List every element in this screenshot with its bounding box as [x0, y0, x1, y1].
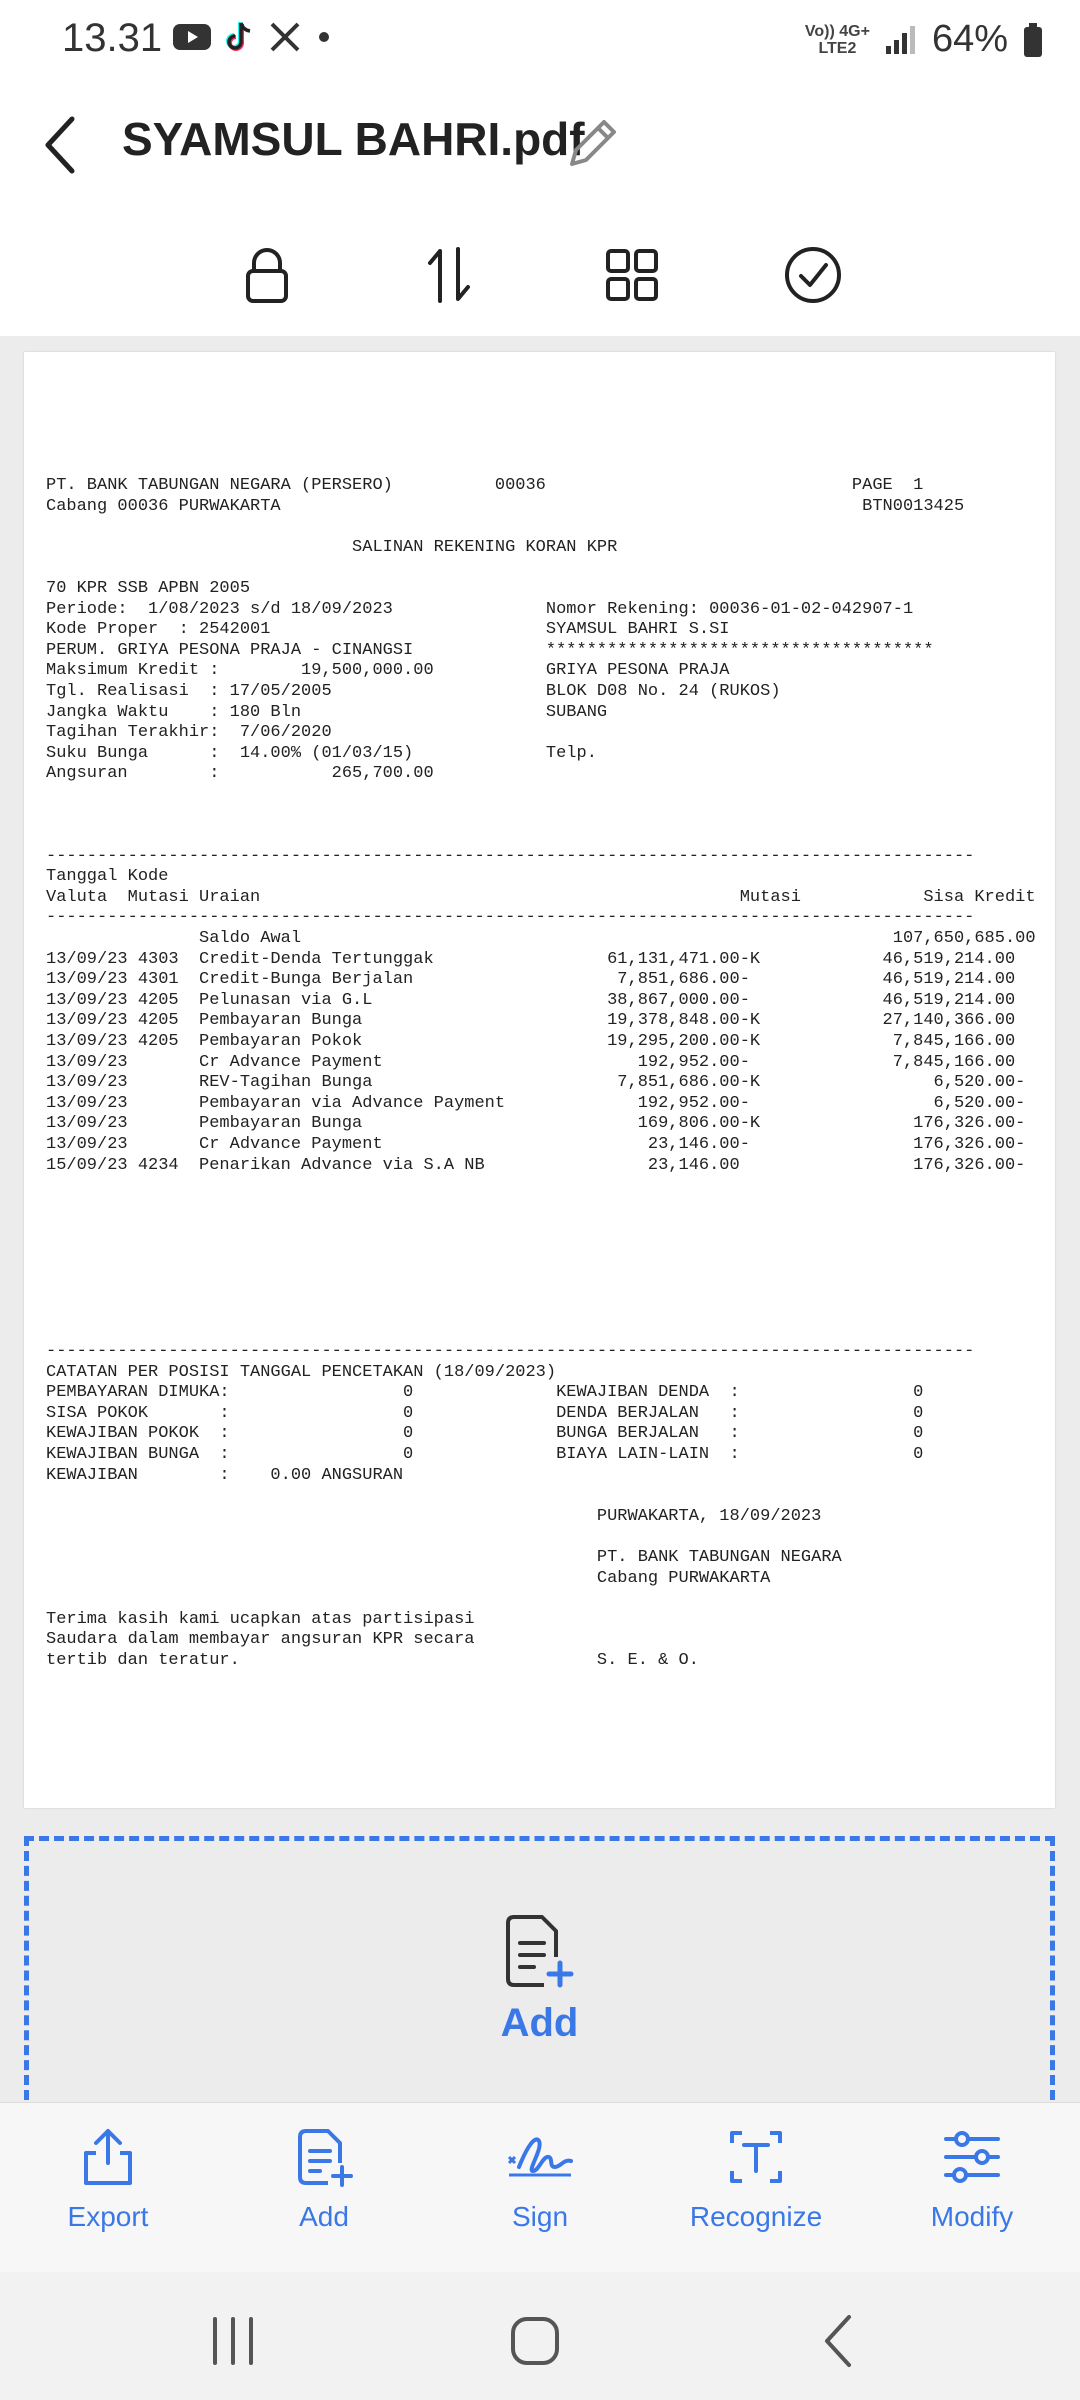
- statement-line: -------------------------------------------------------------------------------------------: [46, 1342, 975, 1361]
- statement-line: Saldo Awal 107,650,685.00: [46, 929, 1036, 949]
- x-twitter-icon: [268, 20, 302, 54]
- statement-line: Jangka Waktu : 180 Bln SUBANG: [46, 702, 608, 722]
- statement-line: [46, 826, 1036, 847]
- statement-line: [46, 785, 1036, 806]
- statement-line: Maksimum Kredit : 19,500,000.00 GRIYA PESONA PRAJA: [46, 661, 730, 681]
- statement-line: KEWAJIBAN BUNGA : 0 BIAYA LAIN-LAIN : 0: [46, 1444, 924, 1464]
- system-status-icons: [805, 18, 1044, 61]
- reorder-pages-button[interactable]: [404, 230, 494, 320]
- document-toolbar: [0, 230, 1080, 320]
- statement-line: 13/09/23 REV-Tagihan Bunga 7,851,686.00-K 6,520.00-: [46, 1073, 1026, 1093]
- nav-back-button[interactable]: [794, 2296, 884, 2386]
- statement-line: 13/09/23 4303 Credit-Denda Tertunggak 61,131,471.00-K 46,519,214.00: [46, 949, 1016, 969]
- back-button[interactable]: [30, 110, 90, 180]
- export-button[interactable]: [18, 2127, 198, 2233]
- statement-line: Tgl. Realisasi : 17/05/2005 BLOK D08 No. 24 (RUKOS): [46, 681, 781, 701]
- statement-line: 15/09/23 4234 Penarikan Advance via S.A NB 23,146.00 176,326.00-: [46, 1155, 1026, 1175]
- lock-button[interactable]: [222, 230, 312, 320]
- add-label: Add: [299, 2201, 349, 2232]
- recognize-text-icon: [726, 2127, 786, 2187]
- network-type-bottom: LTE2: [818, 39, 857, 57]
- sign-icon: [505, 2127, 575, 2187]
- statement-line: Kode Proper : 2542001 SYAMSUL BAHRI S.SI: [46, 620, 730, 640]
- statement-line: Periode: 1/08/2023 s/d 18/09/2023 Nomor Rekening: 00036-01-02-042907-1: [46, 599, 914, 619]
- home-icon: [505, 2311, 565, 2371]
- statement-line: [46, 806, 1036, 827]
- document-header: [0, 100, 1080, 190]
- statement-line: -------------------------------------------------------------------------------------------: [46, 908, 975, 928]
- statement-line: Saudara dalam membayar angsuran KPR secara: [46, 1630, 475, 1650]
- statement-line: Cabang PURWAKARTA: [46, 1568, 771, 1588]
- recognize-label: Recognize: [689, 2201, 823, 2232]
- statement-line: PEMBAYARAN DIMUKA: 0 KEWAJIBAN DENDA : 0: [46, 1383, 924, 1403]
- statement-line: Cabang 00036 PURWAKARTA BTN0013425: [46, 496, 965, 516]
- statement-line: [46, 1486, 974, 1507]
- sort-arrows-icon: [424, 245, 474, 305]
- grid-view-button[interactable]: [587, 230, 677, 320]
- statement-line: 70 KPR SSB APBN 2005: [46, 578, 251, 598]
- youtube-icon: [172, 22, 212, 52]
- add-page-icon: [294, 2127, 354, 2187]
- export-icon: [80, 2127, 136, 2187]
- add-button[interactable]: [234, 2127, 414, 2233]
- statement-line: [46, 517, 1036, 538]
- modify-button[interactable]: [882, 2127, 1062, 2233]
- document-title[interactable]: SYAMSUL BAHRI.pdf: [122, 113, 585, 165]
- statement-line: Suku Bunga : 14.00% (01/03/15) Telp.: [46, 743, 597, 763]
- add-document-icon: [500, 1911, 580, 1991]
- statement-line: PT. BANK TABUNGAN NEGARA: [46, 1547, 842, 1567]
- statement-line: Tanggal Kode: [46, 867, 169, 887]
- statement-line: [46, 1527, 974, 1548]
- statement-line: 13/09/23 4301 Credit-Bunga Berjalan 7,851,686.00- 46,519,214.00: [46, 970, 1016, 990]
- statement-line: 13/09/23 4205 Pembayaran Pokok 19,295,200.00-K 7,845,166.00: [46, 1032, 1016, 1052]
- sign-button[interactable]: [450, 2127, 630, 2233]
- statement-line: SALINAN REKENING KORAN KPR: [46, 537, 618, 557]
- statement-line: 13/09/23 Cr Advance Payment 23,146.00- 176,326.00-: [46, 1135, 1026, 1154]
- chevron-left-icon: [40, 115, 80, 175]
- system-navigation-bar: [0, 2272, 1080, 2400]
- statement-line: CATATAN PER POSISI TANGGAL PENCETAKAN (18/09/2023): [46, 1362, 557, 1382]
- signal-strength-icon: [884, 24, 918, 56]
- statement-line: -------------------------------------------------------------------------------------------: [46, 846, 975, 866]
- network-type-indicator: [805, 23, 870, 57]
- modify-label: Modify: [930, 2201, 1014, 2232]
- pdf-page[interactable]: [24, 352, 1055, 1808]
- recognize-button[interactable]: [666, 2127, 846, 2233]
- statement-line: [46, 558, 1036, 579]
- add-zone-label: Add: [500, 2001, 579, 2045]
- recent-apps-button[interactable]: [188, 2296, 278, 2386]
- home-button[interactable]: [490, 2296, 580, 2386]
- statement-line: 13/09/23 4205 Pelunasan via G.L 38,867,000.00- 46,519,214.00: [46, 990, 1016, 1010]
- sign-label: Sign: [511, 2201, 569, 2232]
- statement-line: Valuta Mutasi Uraian Mutasi Sisa Kredit: [46, 887, 1036, 907]
- check-circle-icon: [783, 245, 843, 305]
- statement-text-bottom: [46, 1342, 974, 1672]
- battery-icon: [1022, 22, 1044, 58]
- bottom-action-bar: [0, 2102, 1080, 2273]
- statement-line: tertib dan teratur. S. E. & O.: [46, 1650, 699, 1670]
- statement-line: Terima kasih kami ucapkan atas partisipasi: [46, 1609, 475, 1629]
- statement-line: 13/09/23 Pembayaran via Advance Payment 192,952.00- 6,520.00-: [46, 1093, 1026, 1113]
- statement-line: KEWAJIBAN POKOK : 0 BUNGA BERJALAN : 0: [46, 1424, 924, 1444]
- add-page-dropzone[interactable]: [24, 1836, 1055, 2100]
- status-bar: [0, 0, 1080, 80]
- statement-line: [46, 1589, 974, 1610]
- statement-line: Tagihan Terakhir: 7/06/2020: [46, 723, 332, 743]
- rename-button[interactable]: [562, 114, 622, 174]
- grid-icon: [604, 247, 660, 303]
- more-notifications-dot-icon: [314, 27, 334, 47]
- statement-line: KEWAJIBAN : 0.00 ANGSURAN: [46, 1465, 404, 1485]
- lock-icon: [242, 245, 292, 305]
- back-arrow-icon: [809, 2311, 869, 2371]
- network-type-top: Vo)) 4G+: [804, 22, 870, 40]
- statement-text-top: [46, 476, 1036, 1176]
- statement-line: Angsuran : 265,700.00: [46, 764, 434, 784]
- statement-line: SISA POKOK : 0 DENDA BERJALAN : 0: [46, 1403, 924, 1423]
- statement-line: 13/09/23 Pembayaran Bunga 169,806.00-K 176,326.00-: [46, 1114, 1026, 1134]
- recent-apps-icon: [203, 2311, 263, 2371]
- statement-line: 13/09/23 Cr Advance Payment 192,952.00- 7,845,166.00: [46, 1052, 1016, 1072]
- status-time: 13.31: [62, 16, 163, 60]
- battery-percentage: 64%: [931, 18, 1008, 60]
- statement-line: PURWAKARTA, 18/09/2023: [46, 1506, 822, 1526]
- export-label: Export: [67, 2201, 149, 2232]
- select-button[interactable]: [768, 230, 858, 320]
- statement-line: PERUM. GRIYA PESONA PRAJA - CINANGSI **************************************: [46, 640, 934, 660]
- notification-icons: [172, 20, 334, 54]
- tiktok-icon: [224, 20, 256, 54]
- statement-line: PT. BANK TABUNGAN NEGARA (PERSERO) 00036 PAGE 1: [46, 476, 924, 495]
- modify-sliders-icon: [942, 2127, 1002, 2187]
- pencil-icon: [562, 114, 622, 174]
- statement-line: 13/09/23 4205 Pembayaran Bunga 19,378,848.00-K 27,140,366.00: [46, 1011, 1016, 1031]
